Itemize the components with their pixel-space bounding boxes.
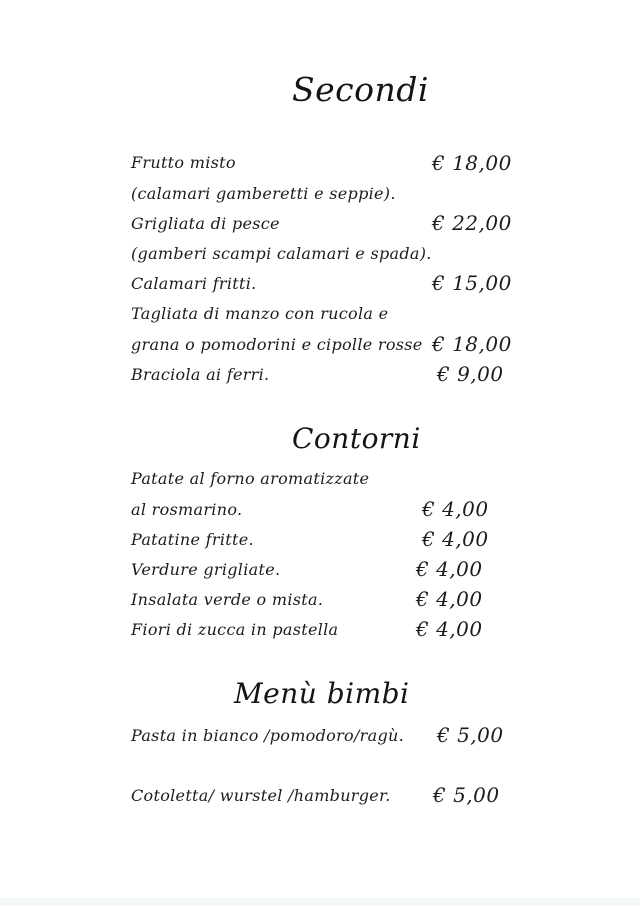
menu-item-name: Verdure grigliate. (131, 560, 281, 579)
menu-item-name: Tagliata di manzo con rucola e (131, 304, 389, 323)
menu-item-name: Braciola ai ferri. (131, 365, 270, 384)
menu-item-price: € 4,00 (422, 527, 489, 551)
bottom-edge-strip (0, 898, 640, 906)
menu-item-price: € 18,00 (432, 332, 512, 356)
menu-item-price: € 18,00 (432, 151, 512, 175)
menu-item-name: Patatine fritte. (131, 530, 254, 549)
menu-item-name: Fiori di zucca in pastella (131, 620, 339, 639)
menu-item-price: € 4,00 (416, 587, 483, 611)
menu-item-price: € 5,00 (433, 783, 500, 807)
menu-item-name: al rosmarino. (131, 500, 243, 519)
menu-item-name: Grigliata di pesce (131, 214, 280, 233)
menu-item-price: € 22,00 (432, 211, 512, 235)
menu-item-name: Insalata verde o mista. (131, 590, 324, 609)
section-title-secondi: Secondi (292, 70, 429, 109)
menu-item-price: € 4,00 (422, 497, 489, 521)
menu-item-name: Calamari fritti. (131, 274, 257, 293)
section-title-menu-bimbi: Menù bimbi (234, 677, 410, 710)
menu-item-name: Patate al forno aromatizzate (131, 469, 370, 488)
section-title-contorni: Contorni (292, 422, 421, 455)
menu-item-price: € 5,00 (437, 723, 504, 747)
menu-item-price: € 15,00 (432, 271, 512, 295)
menu-item-name: Cotoletta/ wurstel /hamburger. (131, 786, 391, 805)
menu-item-price: € 4,00 (416, 557, 483, 581)
menu-item-name: Frutto misto (131, 153, 236, 172)
menu-item-price: € 4,00 (416, 617, 483, 641)
menu-item-name: (gamberi scampi calamari e spada). (131, 244, 432, 263)
menu-item-name: grana o pomodorini e cipolle rosse (131, 335, 423, 354)
menu-item-name: (calamari gamberetti e seppie). (131, 184, 396, 203)
menu-item-price: € 9,00 (437, 362, 504, 386)
menu-item-name: Pasta in bianco /pomodoro/ragù. (131, 726, 404, 745)
